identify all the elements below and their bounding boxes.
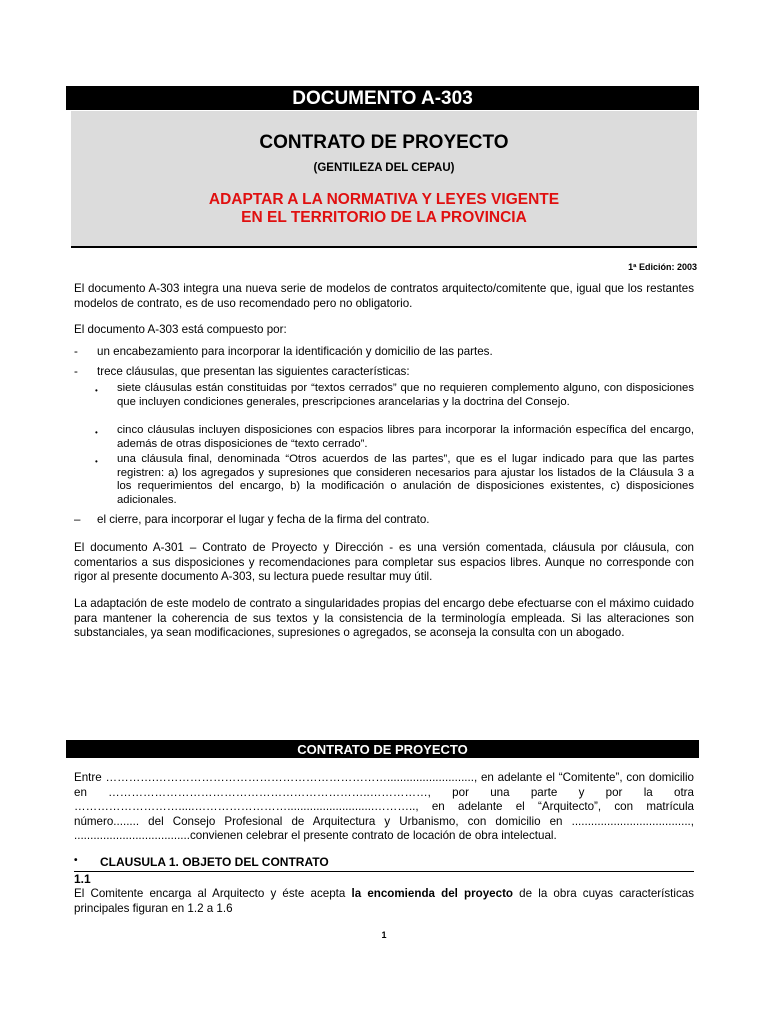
- sub-bullet-text: cinco cláusulas incluyen disposiciones con espacios libres para incorporar la información específica del encargo, además de otras disposiciones de “texto cerrado”.: [117, 424, 694, 450]
- parties-paragraph: Entre ………….……………………………………………………..........................., en adelante el “Comitente”, con domicilio en …………………………………………………………..……………, por una parte y por la otra ……………………….....……………………...........................……….., en adelante el “Arquitecto”, con matrícula número........ del Consejo Profesional de Arquitectura y Urbanismo, con domicilio en ....................................., ....................................convienen celebrar el presente contrato de locación de obra intelectual.: [74, 771, 694, 842]
- clause-title: CLAUSULA 1. OBJETO DEL CONTRATO: [100, 855, 329, 869]
- intro-paragraph-3: El documento A-301 – Contrato de Proyecto y Dirección - es una versión comentada, cláusula por cláusula, con comentarios a sus disposiciones y recomendaciones para completar sus espacios libres. Aunque no corresponde con rigor al presente documento A-303, su lectura puede resultar muy útil.: [74, 541, 694, 583]
- contract-section-banner: CONTRATO DE PROYECTO: [66, 740, 699, 758]
- clause-text-end: de la obra cuyas características principales figuran en 1.2 a 1.6: [74, 887, 694, 915]
- bullet-icon: •: [74, 855, 78, 866]
- clause-text-start: El Comitente encarga al Arquitecto y éste acepta: [74, 887, 352, 900]
- contract-subtitle: (GENTILEZA DEL CEPAU): [313, 162, 455, 174]
- bullet-icon: •: [95, 428, 98, 437]
- sub-bullet-item: [95, 453, 694, 507]
- clause-text-bold: la encomienda del proyecto: [351, 887, 514, 900]
- contract-title: CONTRATO DE PROYECTO: [259, 132, 509, 153]
- dash-marker: –: [74, 513, 81, 526]
- list-item-text: un encabezamiento para incorporar la identificación y domicilio de las partes.: [97, 345, 493, 358]
- adaptation-notice-line2: EN EL TERRITORIO DE LA PROVINCIA: [241, 209, 527, 226]
- list-item-text: el cierre, para incorporar el lugar y fecha de la firma del contrato.: [97, 513, 430, 526]
- adaptation-notice-line1: ADAPTAR A LA NORMATIVA Y LEYES VIGENTE: [208, 191, 560, 208]
- intro-paragraph-4: La adaptación de este modelo de contrato a singularidades propias del encargo debe efectuarse con el máximo cuidado para mantener la coherencia de sus textos y la consistencia de la terminología empleada. Si las alteraciones son substanciales, ya sean modificaciones, supresiones o agregados, se aconseja la consulta con un abogado.: [74, 597, 694, 639]
- edition-label: 1ª Edición: 2003: [628, 262, 697, 272]
- document-id-banner: DOCUMENTO A-303: [66, 86, 699, 110]
- sub-bullet-item: [95, 382, 694, 409]
- intro-paragraph-2: El documento A-303 está compuesto por:: [74, 323, 287, 336]
- clause-number: 1.1: [74, 872, 91, 886]
- title-box: [71, 111, 697, 248]
- clause-divider: [74, 871, 694, 872]
- dash-marker: -: [74, 345, 78, 358]
- list-item-text: trece cláusulas, que presentan las siguientes características:: [97, 365, 410, 378]
- sub-bullet-text: siete cláusulas están constituidas por “textos cerrados” que no requieren complemento alguno, con disposiciones que incluyen condiciones generales, prescripciones arancelarias y la doctrina del Consejo.: [117, 382, 694, 408]
- clause-1-1-paragraph: [74, 887, 694, 916]
- dash-marker: -: [74, 365, 78, 378]
- bullet-icon: •: [95, 457, 98, 466]
- sub-bullet-item: [95, 424, 694, 451]
- intro-paragraph-1: El documento A-303 integra una nueva serie de modelos de contratos arquitecto/comitente que, igual que los restantes modelos de contrato, es de uso recomendado pero no obligatorio.: [74, 282, 694, 310]
- bullet-icon: •: [95, 386, 98, 395]
- adaptation-notice: [71, 191, 697, 227]
- sub-bullet-text: una cláusula final, denominada “Otros acuerdos de las partes”, que es el lugar indicado para que las partes registren: a) los agregados y supresiones que consideren necesarios para ajustar los listados de la Cláusula 3 a los requerimientos del encargo, b) la modificación o anulación de disposiciones existentes, c) disposiciones adicionales.: [117, 453, 694, 506]
- page-number: 1: [381, 930, 387, 940]
